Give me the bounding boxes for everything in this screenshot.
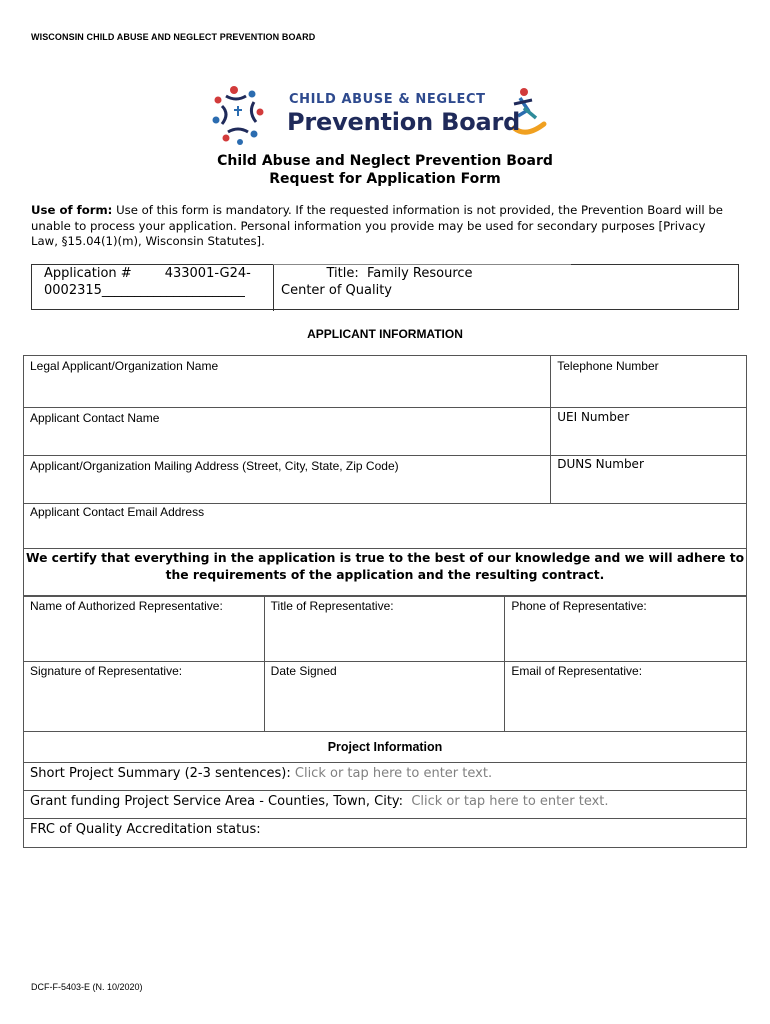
certification-statement: We certify that everything in the application is true to the best of our knowledge and we will adhere to the requirements of the application and the resulting contract. [23,547,747,596]
rep-email-field[interactable] [505,662,747,732]
project-summary-field[interactable] [24,762,746,790]
rep-phone-label: Phone of Representative: [511,599,647,613]
uei-label: UEI Number [557,410,630,424]
rep-name-field[interactable] [24,597,265,662]
contact-email-label: Applicant Contact Email Address [30,505,205,519]
application-number-line2: 0002315______________________ [44,282,245,298]
date-signed-label: Date Signed [270,664,337,678]
project-info-heading: Project Information [327,740,443,754]
form-number-footer: DCF-F-5403-E (N. 10/2020) [31,982,143,992]
accreditation-label: FRC of Quality Accreditation status: [30,822,261,837]
application-number[interactable] [44,266,269,299]
uei-field[interactable] [551,408,747,456]
application-title-line1: Title: Family Resource [281,266,473,281]
project-summary-label: Short Project Summary (2-3 sentences): [30,766,295,781]
rep-title-label: Title of Representative: [270,599,394,613]
applicant-info-table [23,355,747,549]
use-of-form-label: Use of form: [31,203,113,217]
rep-title-field[interactable] [264,597,505,662]
telephone-label: Telephone Number [557,359,659,373]
logo-line2: Prevention Board [287,108,521,136]
signature-field[interactable] [24,662,265,732]
date-signed-field[interactable] [264,662,505,732]
service-area-field[interactable] [24,790,746,818]
logo-line1: CHILD ABUSE & NEGLECT [289,92,486,107]
rep-phone-field[interactable] [505,597,747,662]
mailing-address-label: Applicant/Organization Mailing Address (Street, City, State, Zip Code) [30,459,399,473]
application-title-line2: Center of Quality [281,282,393,298]
project-summary-placeholder[interactable]: Click or tap here to enter text. [294,766,493,781]
signature-label: Signature of Representative: [30,664,183,678]
form-title [0,152,770,188]
accreditation-field[interactable] [24,818,746,848]
legal-name-field[interactable] [24,356,551,408]
rep-name-label: Name of Authorized Representative: [30,599,223,613]
project-info-section [23,731,747,848]
telephone-field[interactable] [551,356,747,408]
service-area-label: Grant funding Project Service Area - Counties, Town, City: [30,794,412,809]
people-ring-icon [213,86,264,145]
applicant-info-heading: APPLICANT INFORMATION [307,327,463,341]
legal-name-label: Legal Applicant/Organization Name [30,359,219,373]
contact-email-field[interactable] [24,504,747,549]
contact-name-field[interactable] [24,408,551,456]
contact-name-label: Applicant Contact Name [30,411,160,425]
application-title[interactable] [281,266,581,299]
use-of-form-notice [31,203,731,250]
use-of-form-text: Use of this form is mandatory. If the requested information is not provided, the Prevention Board will be unable to process your application. Personal information you provide may be used for secondary purposes [Privacy Law, §15.04(1)(m), Wisconsin Statutes]. [31,203,723,248]
duns-field[interactable] [551,456,747,504]
application-number-line1: Application # 433001-G24- [44,266,251,281]
duns-label: DUNS Number [557,457,644,471]
service-area-placeholder[interactable]: Click or tap here to enter text. [411,794,609,809]
agency-header: WISCONSIN CHILD ABUSE AND NEGLECT PREVENTION BOARD [31,32,316,42]
application-info-box [31,264,739,310]
rep-email-label: Email of Representative: [511,664,643,678]
form-title-line2: Request for Application Form [269,171,501,187]
form-title-line1: Child Abuse and Neglect Prevention Board [217,153,553,169]
mailing-address-field[interactable] [24,456,551,504]
representative-table [23,596,747,732]
